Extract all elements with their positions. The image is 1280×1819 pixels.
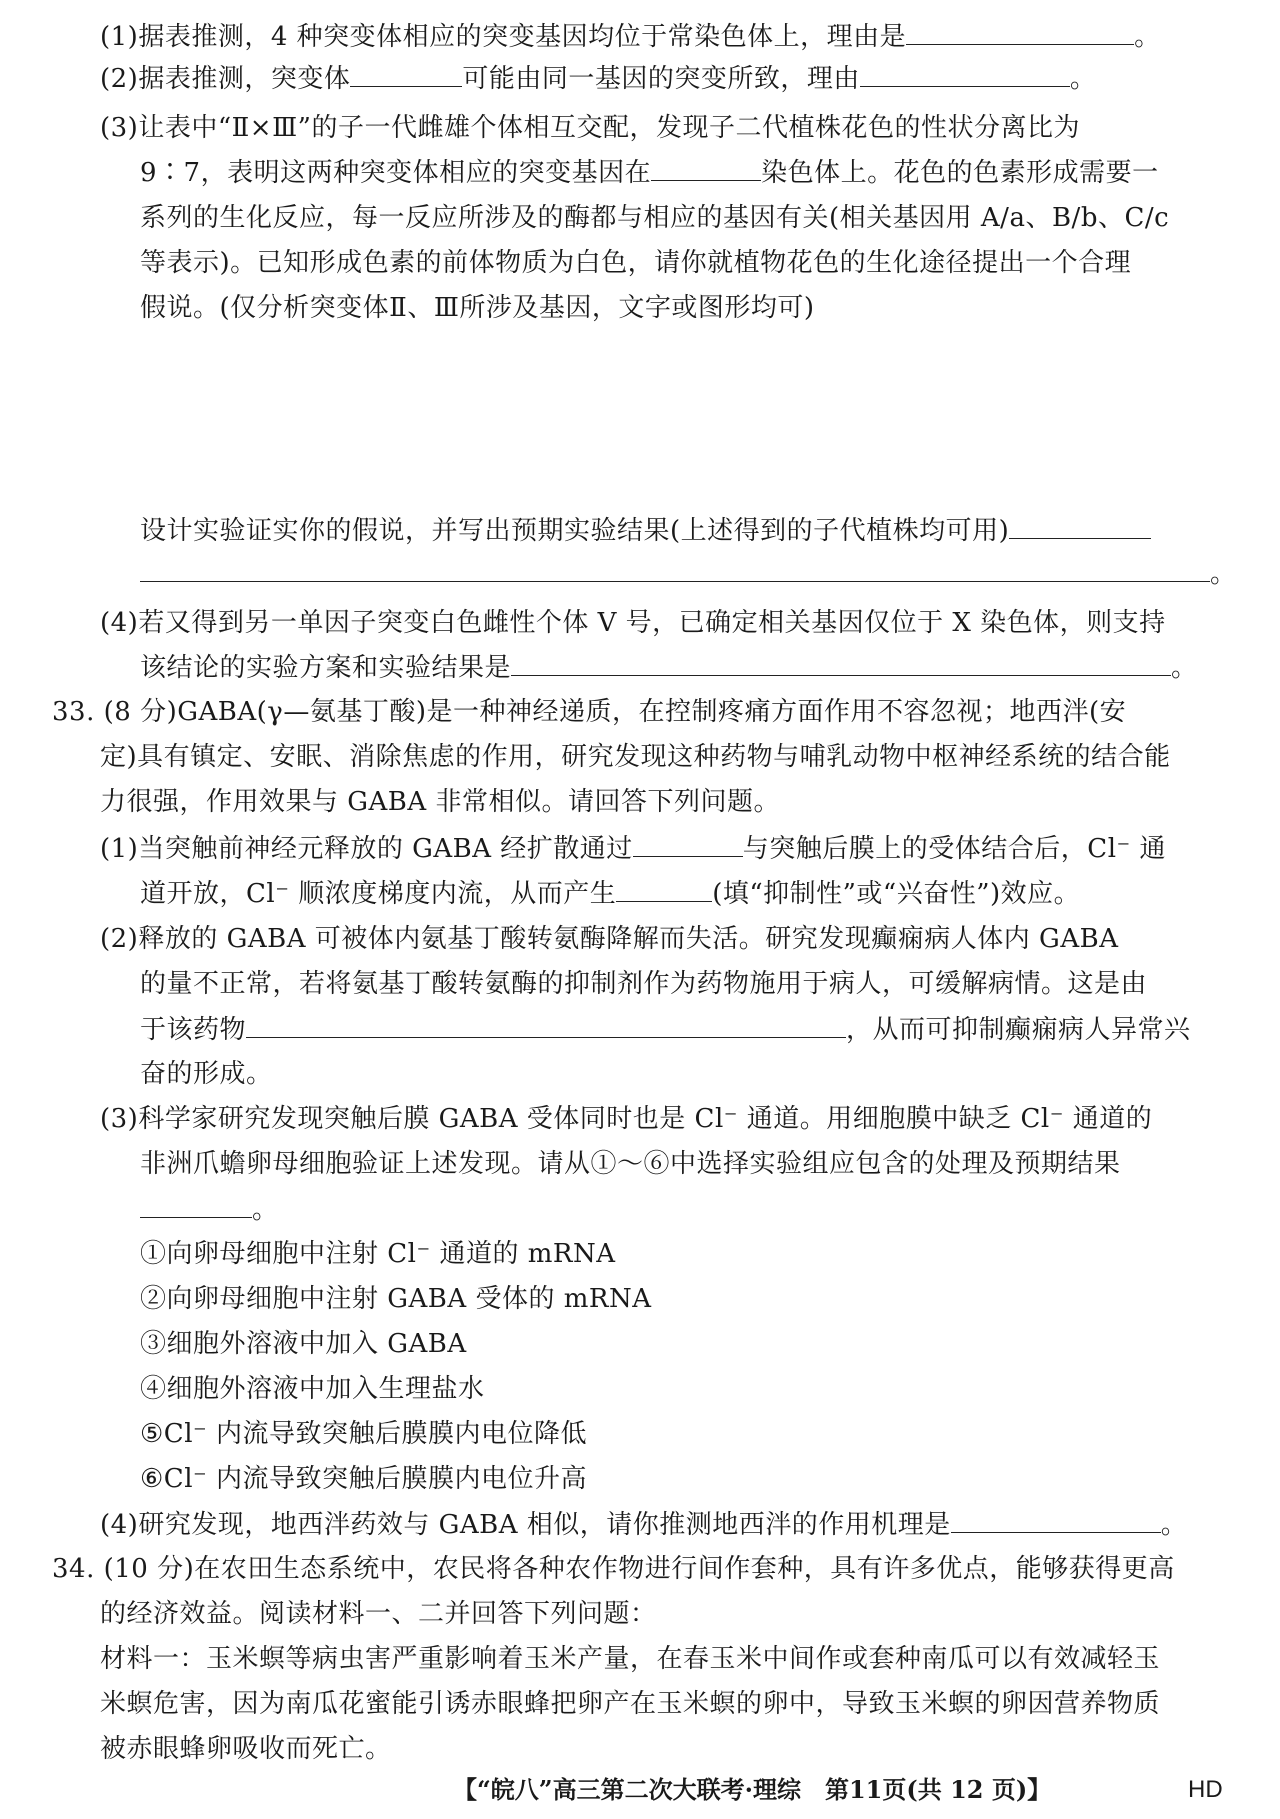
answer-blank[interactable]: [860, 56, 1070, 87]
q33-part4: [100, 1502, 1187, 1546]
answer-blank[interactable]: [1009, 508, 1151, 539]
q34-line4: 米螟危害，因为南瓜花蜜能引诱赤眼蜂把卵产在玉米螟的卵中，导致玉米螟的卵因营养物质: [100, 1689, 1161, 1719]
answer-blank[interactable]: [140, 551, 1210, 582]
q33-part1-line1: [100, 826, 1166, 870]
q32-part2-text-b: 可能由同一基因的突变所致，理由: [462, 64, 860, 94]
q34-line1: 34. (10 分)在农田生态系统中，农民将各种农作物进行间作套种，具有许多优点，能够获得更高: [52, 1554, 1175, 1584]
q33-line1: 33. (8 分)GABA(γ—氨基丁酸)是一种神经递质，在控制疼痛方面作用不容忽视；地西泮(安: [52, 697, 1127, 727]
q32-part1: [100, 14, 1161, 58]
q33-part2-line4: 奋的形成。: [140, 1059, 273, 1089]
q33-part1-line1-b: 与突触后膜上的受体结合后，Cl⁻ 通: [742, 834, 1166, 864]
q33-part2-line3-a: 于该药物: [140, 1015, 247, 1045]
q32-part3-line3: 系列的生化反应，每一反应所涉及的酶都与相应的基因有关(相关基因用 A/a、B/b、C/c: [140, 203, 1170, 233]
q34-line3: 材料一：玉米螟等病虫害严重影响着玉米产量，在春玉米中间作或套种南瓜可以有效减轻玉: [100, 1644, 1161, 1674]
option-4: ④细胞外溶液中加入生理盐水: [140, 1374, 485, 1404]
q33-part4-text: (4)研究发现，地西泮药效与 GABA 相似，请你推测地西泮的作用机理是: [100, 1510, 951, 1540]
period: 。: [1210, 559, 1237, 589]
q32-part1-text: (1)据表推测，4 种突变体相应的突变基因均位于常染色体上，理由是: [100, 22, 907, 52]
q33-part2-line3: [140, 1007, 1191, 1051]
q33-line2: 定)具有镇定、安眠、消除焦虑的作用，研究发现这种药物与哺乳动物中枢神经系统的结合能: [100, 742, 1171, 772]
answer-blank[interactable]: [616, 871, 712, 902]
q33-part1-line1-a: (1)当突触前神经元释放的 GABA 经扩散通过: [100, 834, 633, 864]
q32-part3-line2: [140, 150, 1159, 194]
period: 。: [1134, 22, 1161, 52]
q33-part3-line1: (3)科学家研究发现突触后膜 GABA 受体同时也是 Cl⁻ 通道。用细胞膜中缺乏 Cl⁻ 通道的: [100, 1104, 1153, 1134]
answer-blank[interactable]: [906, 14, 1134, 45]
answer-blank[interactable]: [633, 826, 743, 857]
q32-part2: [100, 56, 1096, 100]
q32-part2-text-a: (2)据表推测，突变体: [100, 64, 351, 94]
q33-part1-line2-b: (填“抑制性”或“兴奋性”)效应。: [712, 879, 1081, 909]
q33-part1-line2-a: 道开放，Cl⁻ 顺浓度梯度内流，从而产生: [140, 879, 617, 909]
period: 。: [1171, 653, 1198, 683]
answer-blank[interactable]: [511, 645, 1171, 676]
option-3: ③细胞外溶液中加入 GABA: [140, 1329, 467, 1359]
q33-part2-line1: (2)释放的 GABA 可被体内氨基丁酸转氨酶降解而失活。研究发现癫痫病人体内 GABA: [100, 924, 1119, 954]
option-5: ⑤Cl⁻ 内流导致突触后膜膜内电位降低: [140, 1419, 588, 1449]
footer-code: HD: [1188, 1776, 1223, 1803]
q32-part4-line2-text: 该结论的实验方案和实验结果是: [140, 653, 512, 683]
q33-part2-line2: 的量不正常，若将氨基丁酸转氨酶的抑制剂作为药物施用于病人，可缓解病情。这是由: [140, 969, 1148, 999]
answer-blank[interactable]: [246, 1007, 846, 1038]
answer-blank[interactable]: [140, 1187, 252, 1218]
answer-blank[interactable]: [651, 150, 761, 181]
q32-part3-line4: 等表示)。已知形成色素的前体物质为白色，请你就植物花色的生化途径提出一个合理: [140, 248, 1132, 278]
q32-part3-line1: (3)让表中“Ⅱ×Ⅲ”的子一代雌雄个体相互交配，发现子二代植株花色的性状分离比为: [100, 113, 1080, 143]
option-1: ①向卵母细胞中注射 Cl⁻ 通道的 mRNA: [140, 1239, 616, 1269]
q34-line2: 的经济效益。阅读材料一、二并回答下列问题：: [100, 1599, 657, 1629]
q33-part2-line3-b: ，从而可抑制癫痫病人异常兴: [846, 1015, 1191, 1045]
answer-blank[interactable]: [350, 56, 462, 87]
q34-line5: 被赤眼蜂卵吸收而死亡。: [100, 1734, 392, 1764]
q33-line3: 力很强，作用效果与 GABA 非常相似。请回答下列问题。: [100, 787, 780, 817]
q32-part3-line6: [140, 508, 1151, 552]
q32-part3-line6-text: 设计实验证实你的假说，并写出预期实验结果(上述得到的子代植株均可用): [140, 516, 1010, 546]
option-6: ⑥Cl⁻ 内流导致突触后膜膜内电位升高: [140, 1464, 588, 1494]
q32-part3-line7: [140, 551, 1237, 595]
q32-part4-line2: [140, 645, 1198, 689]
q33-part3-line3: [140, 1187, 279, 1231]
period: 。: [1069, 64, 1097, 94]
period: 。: [252, 1195, 279, 1225]
answer-blank[interactable]: [951, 1502, 1161, 1533]
q33-part3-line2: 非洲爪蟾卵母细胞验证上述发现。请从①～⑥中选择实验组应包含的处理及预期结果: [140, 1149, 1121, 1179]
q33-part1-line2: [140, 871, 1080, 915]
q32-part3-line5: 假说。(仅分析突变体Ⅱ、Ⅲ所涉及基因，文字或图形均可): [140, 293, 815, 323]
q32-part4-line1: (4)若又得到另一单因子突变白色雌性个体 V 号，已确定相关基因仅位于 X 染色体，则支持: [100, 608, 1166, 638]
q32-part3-line2-a: 9∶7，表明这两种突变体相应的突变基因在: [140, 158, 652, 188]
period: 。: [1160, 1510, 1188, 1540]
footer-title: 【“皖八”高三第二次大联考·理综 第11页(共 12 页)】: [453, 1775, 1052, 1804]
q32-part3-line2-b: 染色体上。花色的色素形成需要一: [761, 158, 1159, 188]
option-2: ②向卵母细胞中注射 GABA 受体的 mRNA: [140, 1284, 652, 1314]
